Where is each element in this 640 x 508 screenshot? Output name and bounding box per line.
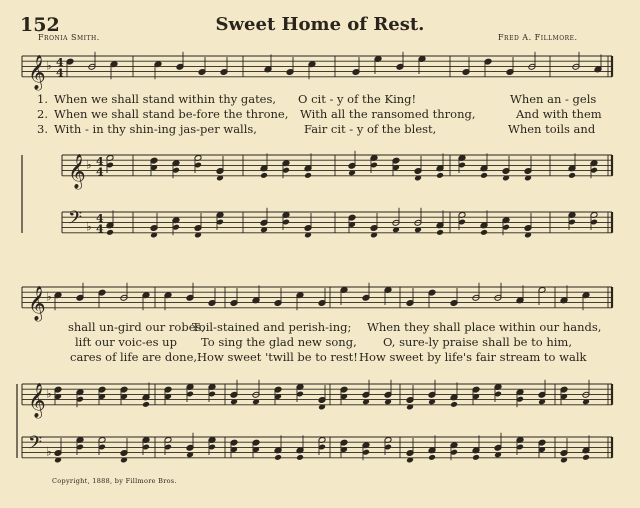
lyric-segment: shall un-gird our robes, — [68, 320, 206, 334]
composer-credit: Fred A. Fillmore. — [498, 33, 578, 42]
lyric-segment: lift our voic-es up — [75, 335, 177, 349]
note-head — [296, 454, 304, 461]
lyric-segment: cares of life are done, — [70, 350, 198, 364]
time-signature-numerator: 4 — [56, 56, 64, 69]
page-number: 152 — [20, 14, 60, 36]
flat-key-signature-icon: ♭ — [46, 289, 52, 304]
lyric-segment: Toil-stained and perish-ing; — [192, 320, 352, 334]
lyric-segment: When an - gels — [510, 92, 597, 106]
flat-key-signature-icon: ♭ — [86, 219, 92, 234]
lyric-segment: With - in thy shin-ing jas-per walls, — [54, 122, 257, 136]
verse-number: 1. — [37, 92, 48, 106]
lyric-segment: When we shall stand within thy gates, — [54, 92, 277, 106]
time-signature-numerator: 4 — [96, 212, 104, 225]
flat-key-signature-icon: ♭ — [86, 157, 92, 172]
time-signature-denominator: 4 — [96, 165, 104, 179]
note-head — [106, 229, 114, 236]
time-signature-denominator: 4 — [96, 222, 104, 236]
flat-key-signature-icon: ♭ — [46, 444, 52, 459]
note-head — [428, 454, 436, 461]
hymn-title: Sweet Home of Rest. — [215, 14, 425, 35]
note-head — [274, 454, 282, 461]
lyric-segment: To sing the glad new song, — [201, 335, 357, 349]
bass-clef-icon: 𝄢 — [68, 208, 83, 233]
system2-verse3 — [0, 350, 640, 364]
note-head — [450, 401, 458, 408]
note-head — [436, 172, 444, 179]
lyric-segment: And with them — [516, 107, 602, 121]
verse-number: 2. — [37, 107, 48, 121]
lyric-segment: When toils and — [508, 122, 596, 136]
treble-clef-icon: 𝄞 — [28, 382, 46, 418]
note-head — [436, 229, 444, 236]
system2-verse2 — [0, 335, 640, 349]
flat-key-signature-icon: ♭ — [46, 58, 52, 73]
treble-clef-icon: 𝄞 — [68, 153, 86, 189]
note-head — [472, 454, 480, 461]
lyric-segment: When they shall place within our hands, — [367, 320, 602, 334]
copyright-notice: Copyright, 1888, by Fillmore Bros. — [52, 477, 177, 485]
lyric-segment: How sweet 'twill be to rest! — [197, 350, 358, 364]
system1-verse1 — [0, 92, 640, 106]
note-head — [480, 172, 488, 179]
flat-key-signature-icon: ♭ — [46, 386, 52, 401]
note-head — [260, 172, 268, 179]
bass-clef-icon: 𝄢 — [28, 433, 43, 458]
note-head — [304, 172, 312, 179]
time-signature-numerator: 4 — [96, 155, 104, 168]
time-signature-denominator: 4 — [56, 66, 64, 80]
treble-clef-icon: 𝄞 — [28, 54, 46, 90]
system1-verse3 — [0, 122, 640, 136]
verse-number: 3. — [37, 122, 48, 136]
lyric-segment: O cit - y of the King! — [298, 92, 417, 106]
lyric-segment: O, sure-ly praise shall be to him, — [383, 335, 572, 349]
lyricist-credit: Fronia Smith. — [38, 33, 100, 42]
lyric-segment: How sweet by life's fair stream to walk — [359, 350, 587, 364]
note-head — [582, 454, 590, 461]
lyric-segment: When we shall stand be-fore the throne, — [54, 107, 289, 121]
note-head — [568, 172, 576, 179]
system1-verse2 — [0, 107, 640, 121]
system2-verse1 — [0, 320, 640, 334]
lyric-segment: Fair cit - y of the blest, — [304, 122, 437, 136]
treble-clef-icon: 𝄞 — [28, 285, 46, 321]
lyric-segment: With all the ransomed throng, — [300, 107, 476, 121]
note-head — [142, 401, 150, 408]
note-head — [480, 229, 488, 236]
